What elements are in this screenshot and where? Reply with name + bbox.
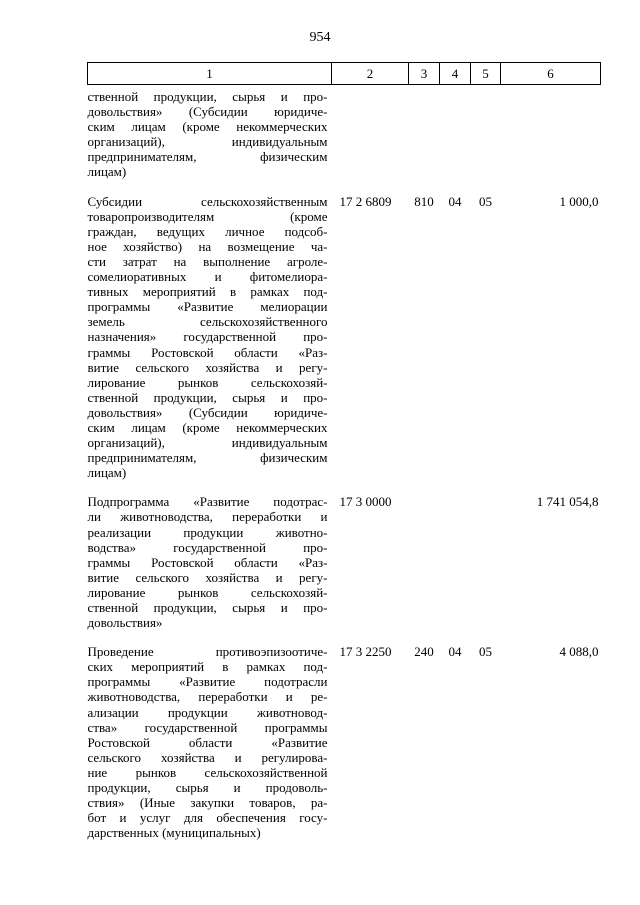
- description-line: довольствия»: [87, 615, 163, 631]
- table-row: [88, 494, 601, 630]
- description-line: тивных мероприятий в рамках под-: [87, 284, 328, 300]
- row-code: 17 2 6809: [339, 193, 392, 209]
- row-amount: 1 000,0: [559, 193, 599, 209]
- description-line: сельского хозяйства и регулирова-: [87, 749, 328, 765]
- budget-table: [87, 62, 601, 840]
- description-line: ализации продукции животновод-: [87, 704, 328, 720]
- description-line: Ростовской области «Развитие: [87, 734, 328, 750]
- row-subsection: 05: [479, 644, 492, 660]
- description-line: Подпрограмма «Развитие подотрас-: [87, 494, 328, 510]
- row-gap-cell: [88, 630, 601, 644]
- description-line: дарственных (муниципальных): [87, 825, 261, 841]
- description-line: довольствия» (Субсидии юридиче-: [87, 104, 328, 120]
- row-gap-cell: [88, 480, 601, 494]
- description-line: организаций), индивидуальным: [87, 134, 328, 150]
- table-row: [88, 89, 601, 180]
- row-description: [88, 194, 332, 481]
- description-line: земель сельскохозяйственного: [87, 314, 328, 330]
- row-subsection: 05: [479, 193, 492, 209]
- row-section: 04: [448, 644, 462, 660]
- description-line: ствия» (Иные закупки товаров, ра-: [87, 795, 328, 811]
- description-line: продукции, сырья и продоволь-: [87, 780, 328, 796]
- row-gap: [88, 180, 601, 194]
- table-row: [88, 194, 601, 481]
- description-line: лицам): [87, 164, 127, 180]
- row-section: [440, 89, 471, 180]
- description-line: товаропроизводителям (кроме: [87, 208, 328, 224]
- row-amount: [501, 89, 601, 180]
- description-line: организаций), индивидуальным: [87, 435, 328, 451]
- table-header: [88, 63, 601, 85]
- row-expense-type: 240: [414, 644, 434, 660]
- description-line: бот и услуг для обеспечения госу-: [87, 810, 328, 826]
- description-line: водства» государственной про-: [87, 539, 328, 555]
- description-line: граммы Ростовской области «Раз-: [87, 344, 328, 360]
- row-description: [88, 89, 332, 180]
- description-line: предпринимателям, физическим: [87, 450, 328, 466]
- description-line: сомелиоративных и фитомелиора-: [87, 269, 328, 285]
- description-line: витие сельского хозяйства и регу-: [87, 359, 328, 375]
- description-line: ственной продукции, сырья и про-: [87, 600, 328, 615]
- description-line: животноводства, переработки и ре-: [87, 689, 328, 705]
- header-col-6: 6: [501, 63, 601, 85]
- header-col-1: 1: [88, 63, 332, 85]
- description-line: лирование рынков сельскохозяй-: [87, 374, 328, 390]
- row-code: 17 3 0000: [339, 494, 392, 510]
- row-amount: 1 741 054,8: [536, 494, 599, 510]
- description-line: предпринимателям, физическим: [87, 149, 328, 165]
- description-line: ским лицам (кроме некоммерческих: [87, 419, 328, 435]
- row-code: [332, 89, 409, 180]
- row-gap: [88, 630, 601, 644]
- description-line: сти затрат на выполнение агроле-: [87, 253, 328, 269]
- table-row: [88, 644, 601, 840]
- description-line: программы «Развитие подотрасли: [87, 674, 328, 690]
- header-col-3: 3: [409, 63, 440, 85]
- description-line: ским лицам (кроме некоммерческих: [87, 119, 328, 135]
- description-line: ное хозяйство) на возмещение ча-: [87, 238, 328, 254]
- description-line: лирование рынков сельскохозяй-: [87, 584, 328, 600]
- row-section: [440, 494, 471, 630]
- row-code: 17 3 2250: [339, 644, 392, 660]
- row-description: [88, 644, 332, 840]
- page-number: 954: [309, 30, 331, 45]
- description-line: витие сельского хозяйства и регу-: [87, 569, 328, 585]
- description-line: ли животноводства, переработки и: [87, 509, 328, 525]
- header-col-5: 5: [471, 63, 501, 85]
- row-gap: [88, 480, 601, 494]
- description-line: Проведение противоэпизоотиче-: [87, 644, 328, 660]
- row-expense-type: [409, 89, 440, 180]
- table-body: [88, 85, 601, 841]
- row-amount: 4 088,0: [559, 644, 599, 660]
- header-col-2: 2: [332, 63, 409, 85]
- description-line: программы «Развитие мелиорации: [87, 299, 328, 315]
- description-line: ских мероприятий в рамках под-: [87, 659, 328, 675]
- row-subsection: [471, 89, 501, 180]
- description-line: назначения» государственной про-: [87, 329, 328, 345]
- row-expense-type: 810: [414, 193, 434, 209]
- row-description: [88, 494, 332, 630]
- description-line: ства» государственной программы: [87, 719, 328, 735]
- description-line: реализации продукции животно-: [87, 524, 328, 540]
- header-row: [88, 63, 601, 85]
- description-line: граждан, ведущих личное подсоб-: [87, 223, 328, 239]
- description-line: ственной продукции, сырья и про-: [87, 89, 328, 104]
- description-line: довольствия» (Субсидии юридиче-: [87, 404, 328, 420]
- header-col-4: 4: [440, 63, 471, 85]
- row-subsection: [471, 494, 501, 630]
- description-line: ние рынков сельскохозяйственной: [87, 764, 328, 780]
- row-gap-cell: [88, 180, 601, 194]
- row-section: 04: [448, 193, 462, 209]
- description-line: Субсидии сельскохозяйственным: [87, 193, 328, 209]
- description-line: граммы Ростовской области «Раз-: [87, 554, 328, 570]
- description-line: лицам): [87, 465, 127, 481]
- description-line: ственной продукции, сырья и про-: [87, 389, 328, 405]
- row-expense-type: [409, 494, 440, 630]
